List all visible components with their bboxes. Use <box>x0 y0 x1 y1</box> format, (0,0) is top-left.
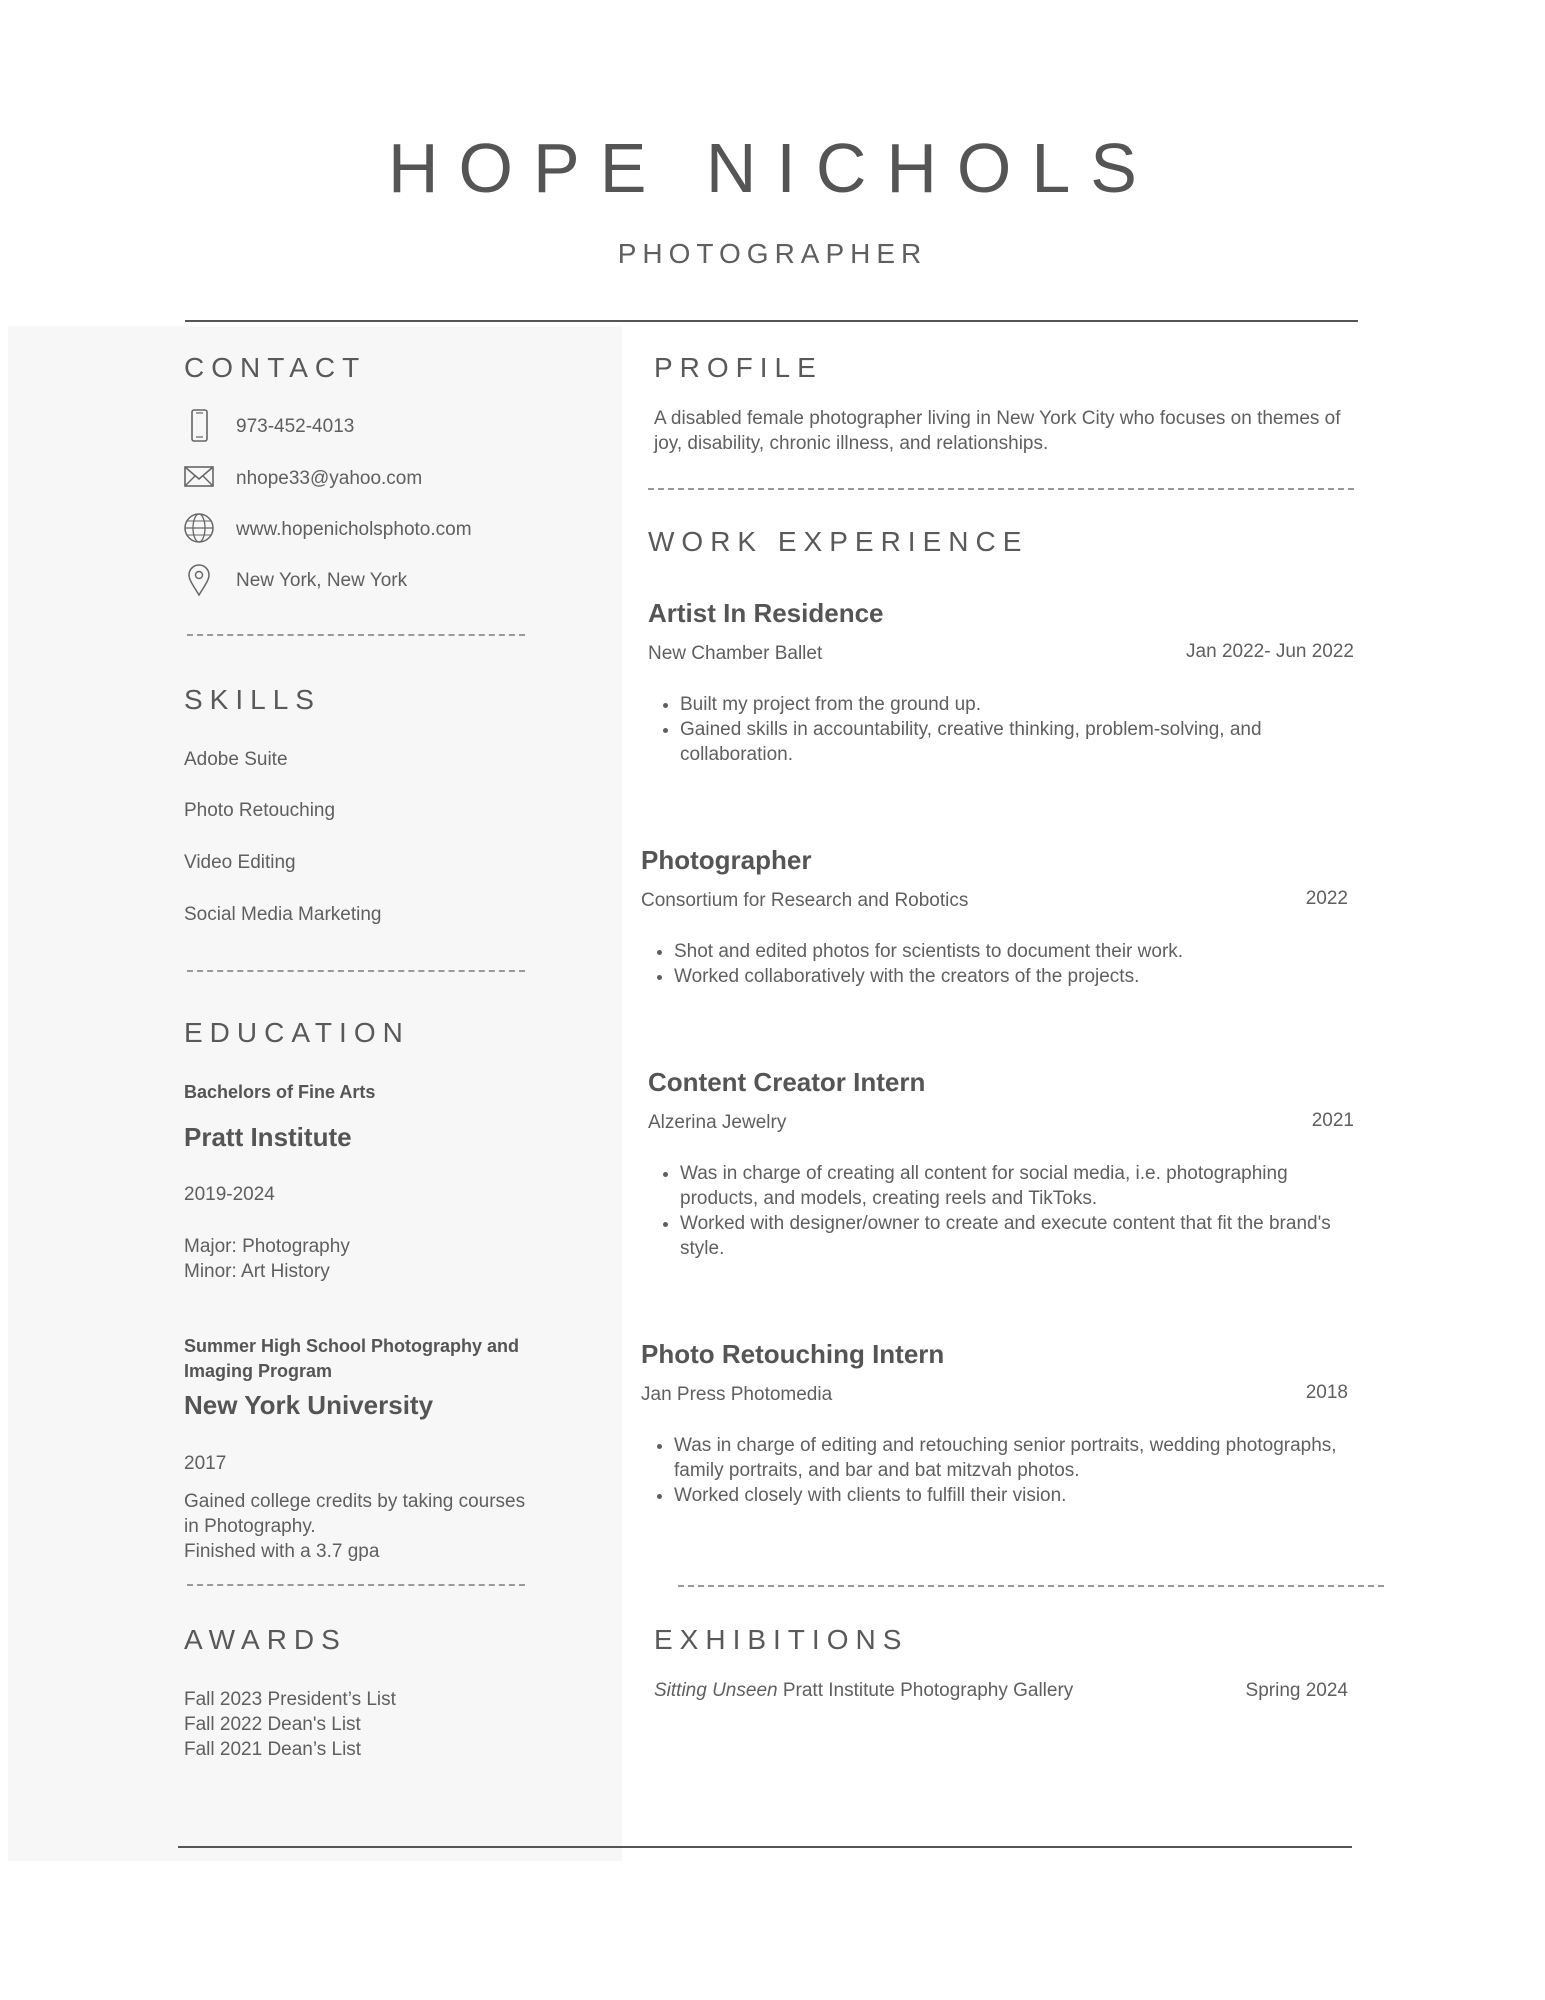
award-item: Fall 2023 President’s List <box>184 1689 396 1710</box>
job-dates: 2021 <box>1311 1110 1354 1131</box>
profile-divider <box>648 488 1354 490</box>
education-program-line: Summer High School Photography and <box>184 1336 520 1356</box>
mail-icon <box>183 462 215 494</box>
education-minor: Minor: Art History <box>184 1261 330 1282</box>
exhibition-title: Sitting Unseen <box>654 1680 778 1701</box>
contact-website: www.hopenicholsphoto.com <box>236 519 472 540</box>
job-title: Photo Retouching Intern <box>641 1339 945 1369</box>
location-pin-icon <box>183 563 215 595</box>
education-major: Major: Photography <box>184 1236 350 1257</box>
job-bullets <box>648 939 1354 989</box>
job-bullet: • Worked collaboratively with the creators of the projects. <box>674 964 1354 989</box>
skills-heading: SKILLS <box>184 684 321 715</box>
header-divider <box>185 320 1358 322</box>
profile-text <box>654 406 1341 456</box>
profile-heading: PROFILE <box>654 352 823 383</box>
work-heading: WORK EXPERIENCE <box>648 526 1029 557</box>
education-year: 2017 <box>184 1453 227 1474</box>
exhibition-venue: Pratt Institute Photography Gallery <box>777 1680 1074 1701</box>
awards-heading: AWARDS <box>184 1624 347 1655</box>
education-program <box>184 1334 519 1384</box>
exhibition-date: Spring 2024 <box>1245 1680 1348 1701</box>
education-divider <box>187 1584 525 1586</box>
skill-item: Video Editing <box>184 852 296 873</box>
job-bullets <box>654 692 1330 767</box>
skill-item: Adobe Suite <box>184 749 288 770</box>
globe-icon <box>183 512 215 544</box>
exhibitions-heading: EXHIBITIONS <box>654 1624 909 1655</box>
award-item: Fall 2021 Dean’s List <box>184 1739 362 1760</box>
footer-divider <box>178 1846 1352 1848</box>
education-heading: EDUCATION <box>184 1017 410 1048</box>
job-bullet: • Gained skills in accountability, creative thinking, problem-solving, and collaboration. <box>680 717 1330 767</box>
exhibition-entry <box>654 1678 1073 1703</box>
contact-heading: CONTACT <box>184 352 367 383</box>
job-dates: 2022 <box>1305 888 1348 909</box>
job-title: Photographer <box>641 845 812 875</box>
work-divider <box>678 1585 1384 1587</box>
education-note-line: Finished with a 3.7 gpa <box>184 1541 380 1562</box>
award-item: Fall 2022 Dean's List <box>184 1714 361 1735</box>
skill-item: Social Media Marketing <box>184 904 382 925</box>
education-note-line: Gained college credits by taking courses <box>184 1491 526 1512</box>
job-bullet: • Was in charge of editing and retouching senior portraits, wedding photographs, family portraits, and bar and bat mitzvah photos. <box>674 1433 1374 1483</box>
job-dates: Jan 2022- Jun 2022 <box>1186 641 1354 662</box>
job-bullet: • Worked with designer/owner to create and execute content that fit the brand's style. <box>680 1211 1360 1261</box>
job-bullet: • Worked closely with clients to fulfill their vision. <box>674 1483 1374 1508</box>
skills-divider <box>187 970 525 972</box>
education-degree: Bachelors of Fine Arts <box>184 1082 376 1102</box>
job-dates: 2018 <box>1305 1382 1348 1403</box>
job-company: Jan Press Photomedia <box>641 1384 833 1405</box>
job-title: Content Creator Intern <box>648 1067 926 1097</box>
education-note <box>184 1489 525 1564</box>
profile-line: A disabled female photographer living in New York City who focuses on themes of <box>654 408 1341 429</box>
education-note-line: in Photography. <box>184 1516 316 1537</box>
job-bullet: • Was in charge of creating all content for social media, i.e. photographing products, and models, creating reels and TikToks. <box>680 1161 1360 1211</box>
education-school: Pratt Institute <box>184 1122 352 1152</box>
contact-divider <box>187 634 525 636</box>
education-school: New York University <box>184 1390 434 1420</box>
job-bullet: • Shot and edited photos for scientists to document their work. <box>674 939 1354 964</box>
resume-job-title: PHOTOGRAPHER <box>617 238 928 269</box>
awards-list <box>184 1687 396 1762</box>
contact-phone: 973-452-4013 <box>236 416 355 437</box>
job-company: Alzerina Jewelry <box>648 1112 787 1133</box>
contact-email: nhope33@yahoo.com <box>236 468 423 489</box>
contact-location: New York, New York <box>236 570 408 591</box>
job-title: Artist In Residence <box>648 598 884 628</box>
profile-line: joy, disability, chronic illness, and relationships. <box>654 433 1049 454</box>
resume-name: HOPE NICHOLS <box>388 129 1157 207</box>
education-program-line: Imaging Program <box>184 1361 333 1381</box>
education-years: 2019-2024 <box>184 1184 275 1205</box>
skill-item: Photo Retouching <box>184 800 336 821</box>
job-bullet: • Built my project from the ground up. <box>680 692 1330 717</box>
phone-icon <box>183 409 215 441</box>
job-company: New Chamber Ballet <box>648 643 823 664</box>
job-bullets <box>654 1161 1360 1261</box>
job-bullets <box>648 1433 1374 1508</box>
job-company: Consortium for Research and Robotics <box>641 890 969 911</box>
